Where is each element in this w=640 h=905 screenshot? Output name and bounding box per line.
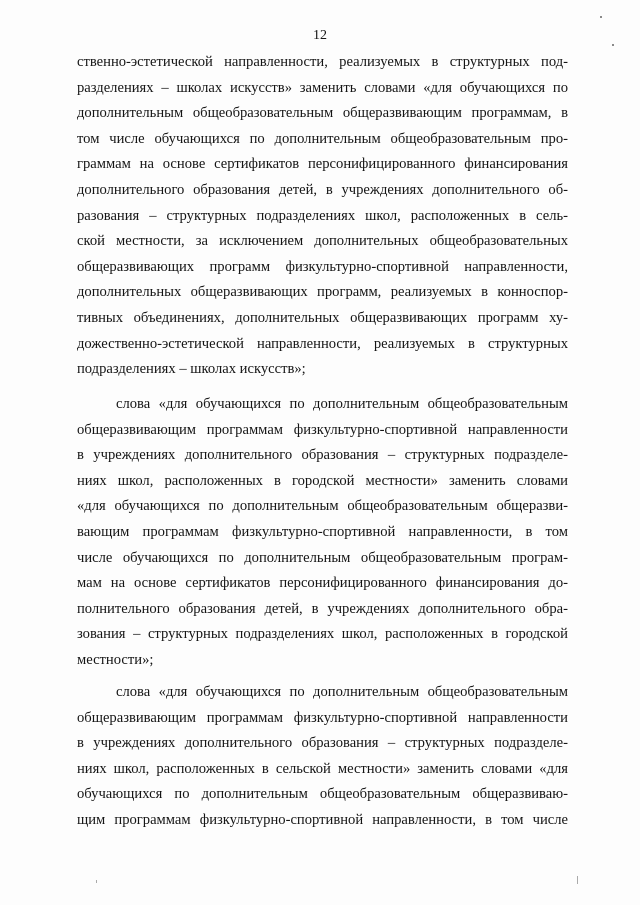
scan-speck	[612, 44, 614, 46]
text-line: ственно-эстетической направленности, реализуемых в структурных под-	[77, 54, 568, 70]
text-line: вающим программам физкультурно-спортивной направленности, в том	[77, 523, 568, 540]
text-line: общеразвивающих программ физкультурно-спортивной направленности,	[77, 258, 568, 275]
text-line: тивных объединениях, дополнительных общеразвивающих программ ху-	[77, 309, 568, 326]
text-line: общеразвивающим программам физкультурно-спортивной направленности	[77, 421, 568, 438]
scan-mark	[577, 876, 578, 884]
text-line: ской местности, за исключением дополнительных общеобразовательных	[77, 233, 568, 250]
text-line: слова «для обучающихся по дополнительным общеобразовательным	[116, 396, 568, 412]
text-line: местности»;	[77, 651, 154, 668]
text-line: в учреждениях дополнительного образования – структурных подразделе-	[77, 735, 568, 752]
text-line: том числе обучающихся по дополнительным общеобразовательным про-	[77, 130, 568, 147]
text-line: дополнительным общеобразовательным общеразвивающим программам, в	[77, 105, 568, 122]
paragraph-2	[77, 392, 568, 674]
text-line: дополнительных общеразвивающих программ, реализуемых в конноспор-	[77, 284, 568, 301]
scan-speck	[600, 16, 602, 18]
scan-mark	[96, 880, 97, 883]
paragraph-1	[77, 50, 568, 383]
text-line: обучающихся по дополнительным общеобразовательным общеразвиваю-	[77, 786, 568, 803]
text-line: числе обучающихся по дополнительным общеобразовательным програм-	[77, 549, 568, 566]
text-line: граммам на основе сертификатов персонифицированного финансирования	[77, 156, 568, 173]
text-line: в учреждениях дополнительного образования – структурных подразделе-	[77, 447, 568, 464]
text-line: подразделениях – школах искусств»;	[77, 361, 306, 378]
text-line: дожественно-эстетической направленности, реализуемых в структурных	[77, 335, 568, 352]
text-line: мам на основе сертификатов персонифицированного финансирования до-	[77, 575, 568, 592]
text-line: щим программам физкультурно-спортивной направленности, в том числе	[77, 811, 568, 828]
paragraph-3	[77, 680, 568, 834]
text-line: «для обучающихся по дополнительным общеобразовательным общеразви-	[77, 498, 568, 515]
text-line: разделениях – школах искусств» заменить словами «для обучающихся по	[77, 79, 568, 96]
text-line: полнительного образования детей, в учреждениях дополнительного обра-	[77, 600, 568, 617]
text-line: ниях школ, расположенных в сельской местности» заменить словами «для	[77, 760, 568, 777]
page-number: 12	[313, 28, 327, 43]
text-line: слова «для обучающихся по дополнительным общеобразовательным	[116, 684, 568, 700]
text-line: ниях школ, расположенных в городской местности» заменить словами	[77, 472, 568, 489]
text-line: общеразвивающим программам физкультурно-спортивной направленности	[77, 709, 568, 726]
text-line: разования – структурных подразделениях школ, расположенных в сель-	[77, 207, 568, 224]
text-line: зования – структурных подразделениях школ, расположенных в городской	[77, 626, 568, 643]
text-line: дополнительного образования детей, в учреждениях дополнительного об-	[77, 181, 568, 198]
